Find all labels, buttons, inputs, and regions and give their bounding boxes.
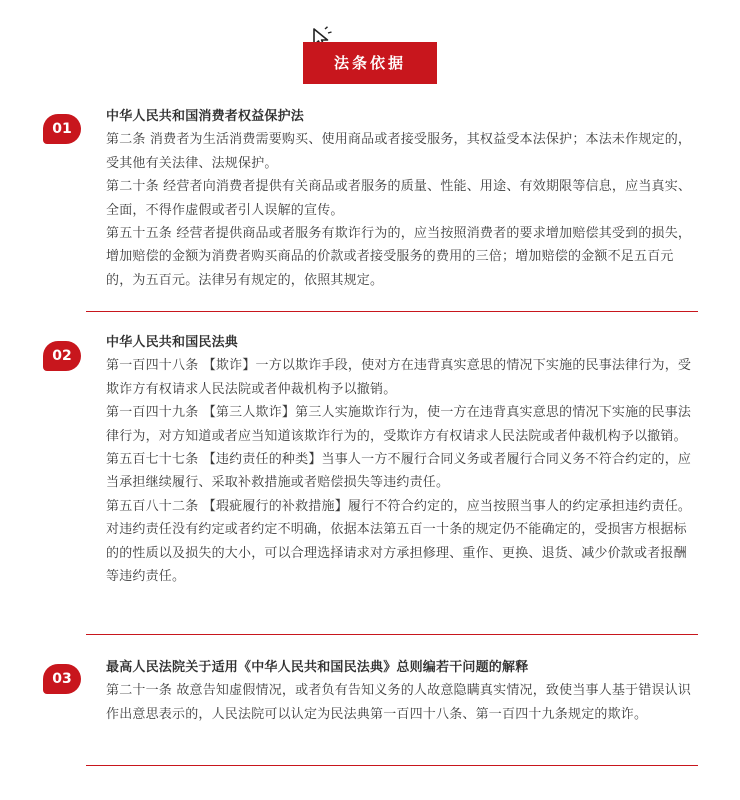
law-title: 中华人民共和国民法典 [106, 335, 239, 350]
section-divider [86, 311, 698, 312]
law-article: 第一百四十九条 【第三人欺诈】第三人实施欺诈行为，使一方在违背真实意思的情况下实施的民事法律行为，对方知道或者应当知道该欺诈行为的，受欺诈方有权请求人民法院或者仲裁机构予以撤销。 [106, 405, 692, 444]
law-article: 第五百七十七条 【违约责任的种类】当事人一方不履行合同义务或者履行合同义务不符合约定的，应当承担继续履行、采取补救措施或者赔偿损失等违约责任。 [106, 452, 692, 491]
law-article: 第五十五条 经营者提供商品或者服务有欺诈行为的，应当按照消费者的要求增加赔偿其受到的损失，增加赔偿的金额为消费者购买商品的价款或者接受服务的费用的三倍；增加赔偿的金额不足五百元的，为五百元。法律另有规定的，依照其规定。 [106, 226, 692, 288]
law-article: 第二条 消费者为生活消费需要购买、使用商品或者接受服务，其权益受本法保护；本法未作规定的，受其他有关法律、法规保护。 [106, 132, 692, 171]
section-divider [86, 765, 698, 766]
law-article: 第二十一条 故意告知虚假情况，或者负有告知义务的人故意隐瞒真实情况，致使当事人基于错误认识作出意思表示的，人民法院可以认定为民法典第一百四十八条、第一百四十九条规定的欺诈。 [106, 683, 692, 722]
section-divider [86, 634, 698, 635]
law-article: 第二十条 经营者向消费者提供有关商品或者服务的质量、性能、用途、有效期限等信息，应当真实、全面，不得作虚假或者引人误解的宣传。 [106, 179, 692, 218]
section-heading: 法条依据 [303, 42, 437, 84]
section-number-badge: 02 [43, 341, 81, 371]
law-content [106, 331, 698, 588]
law-content [106, 105, 698, 292]
law-article: 第五百八十二条 【瑕疵履行的补救措施】履行不符合约定的，应当按照当事人的约定承担违约责任。对违约责任没有约定或者约定不明确，依据本法第五百一十条的规定仍不能确定的，受损害方根据标的的性质以及损失的大小，可以合理选择请求对方承担修理、重作、更换、退货、减少价款或者报酬等违约责任。 [106, 498, 692, 585]
law-article: 第一百四十八条 【欺诈】一方以欺诈手段，使对方在违背真实意思的情况下实施的民事法律行为，受欺诈方有权请求人民法院或者仲裁机构予以撤销。 [106, 358, 692, 397]
header-title-block [303, 42, 437, 84]
section-number-badge: 03 [43, 664, 81, 694]
section-number-badge: 01 [43, 114, 81, 144]
law-title: 中华人民共和国消费者权益保护法 [106, 109, 305, 124]
law-title: 最高人民法院关于适用《中华人民共和国民法典》总则编若干问题的解释 [106, 660, 529, 675]
law-content [106, 656, 698, 726]
